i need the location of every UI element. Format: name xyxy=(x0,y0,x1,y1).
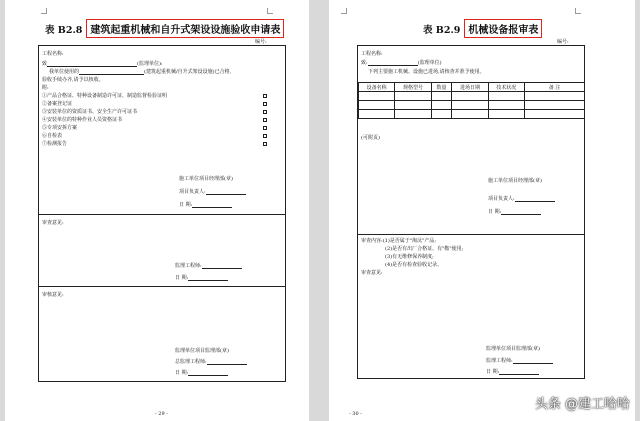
crop-mark xyxy=(341,8,347,14)
divider xyxy=(39,214,285,215)
body-line-1: 我单位使用的 (建筑起重机械/自升式架设设施)已合格, xyxy=(49,69,232,75)
table-title xyxy=(45,19,284,38)
crop-mark xyxy=(41,8,47,14)
to-line: 致 (监理单位): xyxy=(42,61,163,67)
engineer-signature: 监理工程师: xyxy=(175,263,242,269)
column-header: 进场日期 xyxy=(452,83,488,92)
review-item: (3)有无维修保养制度; xyxy=(385,254,434,260)
table-title xyxy=(423,19,542,38)
serial-label: 编号: xyxy=(255,39,267,45)
chief-signature: 总监理工程师: xyxy=(175,359,247,365)
page-right xyxy=(329,0,635,421)
date-line: 日 期: xyxy=(175,370,228,376)
attachment-item: ①产品合格证、特种设备制造许可证、制造监督检验证明 xyxy=(42,93,168,99)
checkbox[interactable] xyxy=(263,94,267,98)
audit-label: 审核意见: xyxy=(42,292,64,298)
pm-signature: 项目负责人: xyxy=(488,196,555,202)
supervisor-dept: 监理单位项目监理部(章) xyxy=(486,346,540,352)
column-header: 规格型号 xyxy=(395,83,431,92)
checkbox[interactable] xyxy=(263,102,267,106)
attachment-item: ④安装单位的特种作业人员资格证书 xyxy=(42,117,123,123)
review-label: 审查意见: xyxy=(42,220,64,226)
supervisor-dept: 监理单位项目监理部(章) xyxy=(175,348,229,354)
column-header: 设备名称 xyxy=(359,83,395,92)
title-text: 机械设备报审表 xyxy=(468,25,539,36)
review-item: (2)是否有出厂合格证、有"鞍"使用; xyxy=(385,246,464,252)
attachment-item: ②备案登记证 xyxy=(42,101,73,107)
equipment-table xyxy=(358,82,585,119)
contractor-dept: 施工单位项目经理部(章) xyxy=(179,176,233,182)
equipment-form xyxy=(357,45,585,379)
body-line: 下列主要施工机械、设施已进场,请核查并准予使用。 xyxy=(368,69,485,75)
checkbox[interactable] xyxy=(263,110,267,114)
project-label: 工程名称: xyxy=(42,51,64,57)
checkbox[interactable] xyxy=(263,142,267,146)
title-highlight-box xyxy=(86,19,284,38)
project-label: 工程名称: xyxy=(361,51,383,57)
body-line-2: 验收手续办齐,请予以核收。 xyxy=(42,77,104,83)
table-number: 表 B2.8 xyxy=(45,25,83,36)
review-items: 审查内容:(1)是否属于"淘汰"产品; xyxy=(361,238,437,244)
application-form xyxy=(38,45,286,382)
page-left xyxy=(5,0,309,421)
to-line: 致: (监理单位) xyxy=(361,60,442,66)
title-text: 建筑起重机械和自升式架设设施验收申请表 xyxy=(90,25,281,36)
attachment-item: ⑦检测报告 xyxy=(42,141,68,147)
date-line: 日 期: xyxy=(488,209,541,215)
crop-mark xyxy=(267,8,273,14)
date-line: 日 期: xyxy=(179,202,232,208)
page-number: - 29 - xyxy=(155,411,168,417)
watermark: 头条 @建工哈哈 xyxy=(534,397,630,412)
serial-label: 编号: xyxy=(557,39,569,45)
date-line: 日 期: xyxy=(175,275,228,281)
review-item: (4)是否有检查验收记录。 xyxy=(385,262,443,268)
column-header: 数量 xyxy=(431,83,452,92)
divider xyxy=(358,234,584,235)
table-row xyxy=(359,101,585,110)
table-row xyxy=(359,110,585,119)
page-number: - 30 - xyxy=(349,411,362,417)
review-item: (1)是否属于"淘汰"产品; xyxy=(382,238,437,244)
checkbox[interactable] xyxy=(263,118,267,122)
date-line: 日 期: xyxy=(486,369,539,375)
attachments-label: 附: xyxy=(42,85,49,91)
attachment-item: ③安装单位的资质证书、安全生产许可证书 xyxy=(42,109,138,115)
attachment-item: ⑥自检表 xyxy=(42,133,63,139)
engineer-signature: 监理工程师: xyxy=(486,358,553,364)
column-header: 技术状况 xyxy=(488,83,524,92)
divider xyxy=(39,286,285,287)
crop-mark xyxy=(575,8,581,14)
table-header-row xyxy=(359,83,585,92)
attachment-label: (可附页) xyxy=(361,135,380,141)
title-highlight-box xyxy=(464,19,542,38)
contractor-dept: 施工单位项目经理部(章) xyxy=(488,178,542,184)
review-opinion: 审查意见: xyxy=(361,270,383,276)
pm-signature: 项目负责人: xyxy=(179,189,246,195)
checkbox[interactable] xyxy=(263,134,267,138)
attachment-item: ⑤专项安拆方案 xyxy=(42,125,78,131)
table-row xyxy=(359,92,585,101)
checkbox[interactable] xyxy=(263,126,267,130)
table-number: 表 B2.9 xyxy=(423,25,461,36)
column-header: 备 注 xyxy=(525,83,585,92)
